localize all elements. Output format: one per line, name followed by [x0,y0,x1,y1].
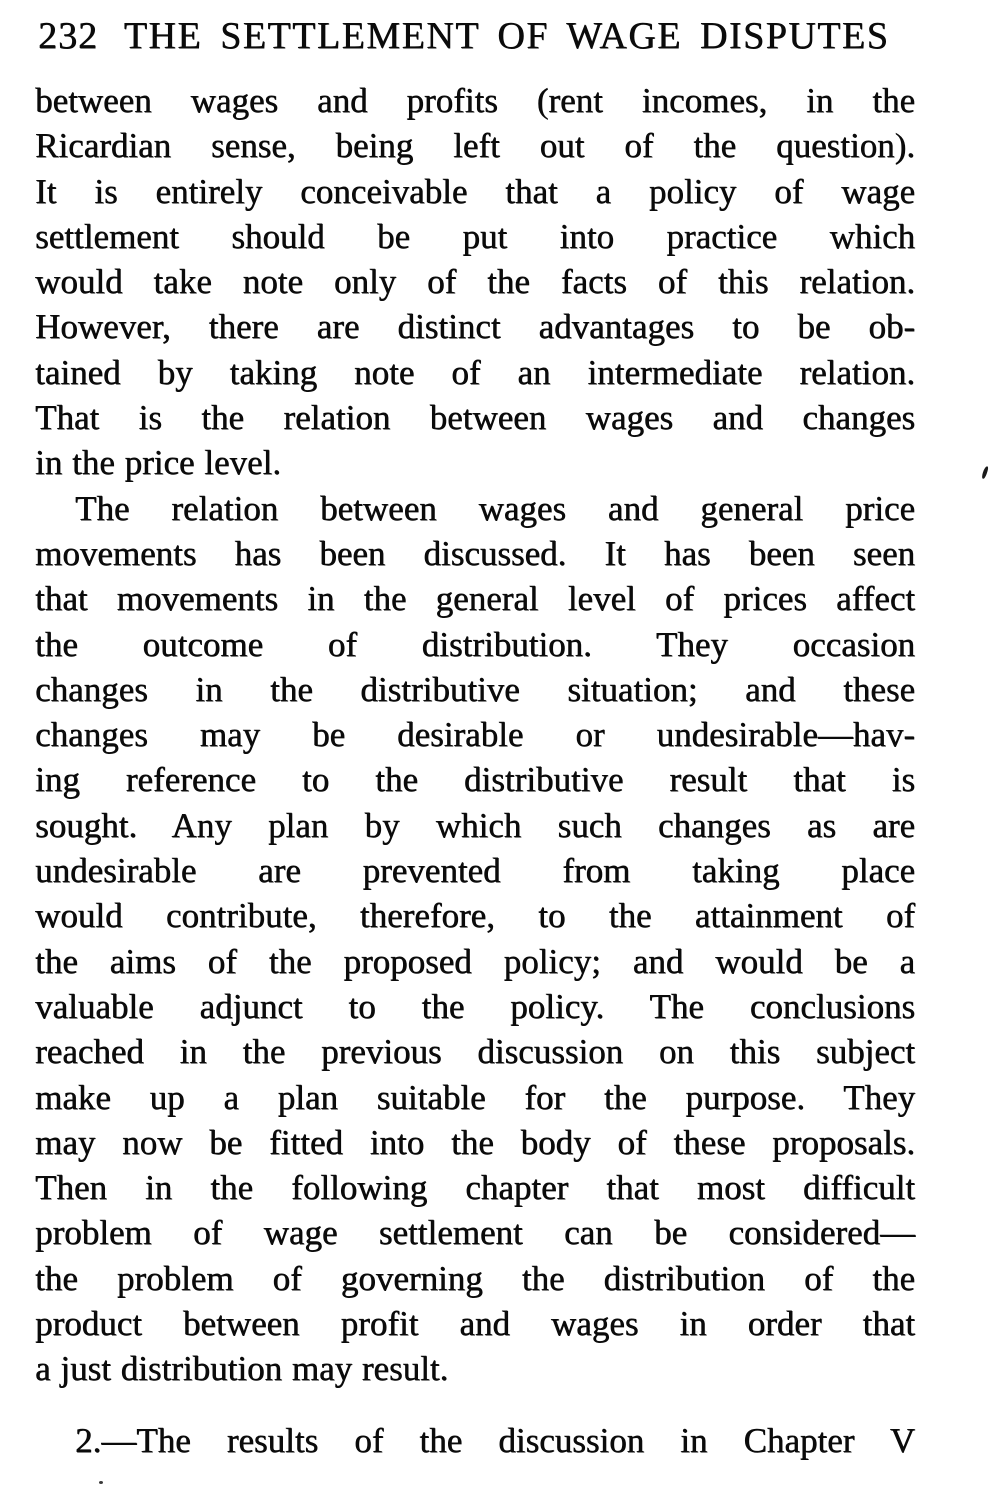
text-line: tained by taking note of an intermediate relation. [35,352,915,392]
paragraph [35,486,915,1392]
text-line: movements has been discussed. It has been seen [35,533,915,573]
text-line: in the price level. [35,443,281,483]
paragraph [35,1418,915,1463]
scan-speck [99,1481,103,1484]
text-line: that movements in the general level of prices affect [35,579,915,619]
text-line: undesirable are prevented from taking place [35,851,915,891]
text-line: problem of wage settlement can be considered— [35,1213,915,1253]
paragraph [35,78,915,486]
text-line: settlement should be put into practice which [35,216,915,256]
text-line: changes in the distributive situation; and these [35,669,915,709]
text-line: The relation between wages and general price [75,488,915,528]
text-line: It is entirely conceivable that a policy of wage [35,171,915,211]
text-line: a just distribution may result. [35,1349,449,1389]
text-line: would contribute, therefore, to the attainment of [35,896,915,936]
running-head [0,0,1000,58]
text-line: would take note only of the facts of this relation. [35,262,915,302]
page-number: 232 [38,15,98,57]
text-line: ing reference to the distributive result that is [35,760,915,800]
text-line: 2.—The results of the discussion in Chapter V [75,1420,915,1460]
text-line: product between profit and wages in order that [35,1304,915,1344]
running-title: THE SETTLEMENT OF WAGE DISPUTES [123,15,890,57]
text-line: valuable adjunct to the policy. The conclusions [35,986,915,1026]
text-line: However, there are distinct advantages to be ob- [35,307,915,347]
text-line: the aims of the proposed policy; and would be a [35,941,915,981]
page-body [35,78,915,1463]
scan-speck [981,466,989,480]
text-line: make up a plan suitable for the purpose. They [35,1077,915,1117]
text-line: Ricardian sense, being left out of the question). [35,126,915,166]
text-line: may now be fitted into the body of these proposals. [35,1122,915,1162]
text-line: That is the relation between wages and changes [35,398,915,438]
text-line: changes may be desirable or undesirable—hav- [35,715,915,755]
text-line: Then in the following chapter that most difficult [35,1168,915,1208]
text-line: the problem of governing the distribution of the [35,1258,915,1298]
text-line: between wages and profits (rent incomes, in the [35,81,915,120]
text-line: sought. Any plan by which such changes as are [35,805,915,845]
text-line: the outcome of distribution. They occasion [35,624,915,664]
text-line: reached in the previous discussion on this subject [35,1032,915,1072]
